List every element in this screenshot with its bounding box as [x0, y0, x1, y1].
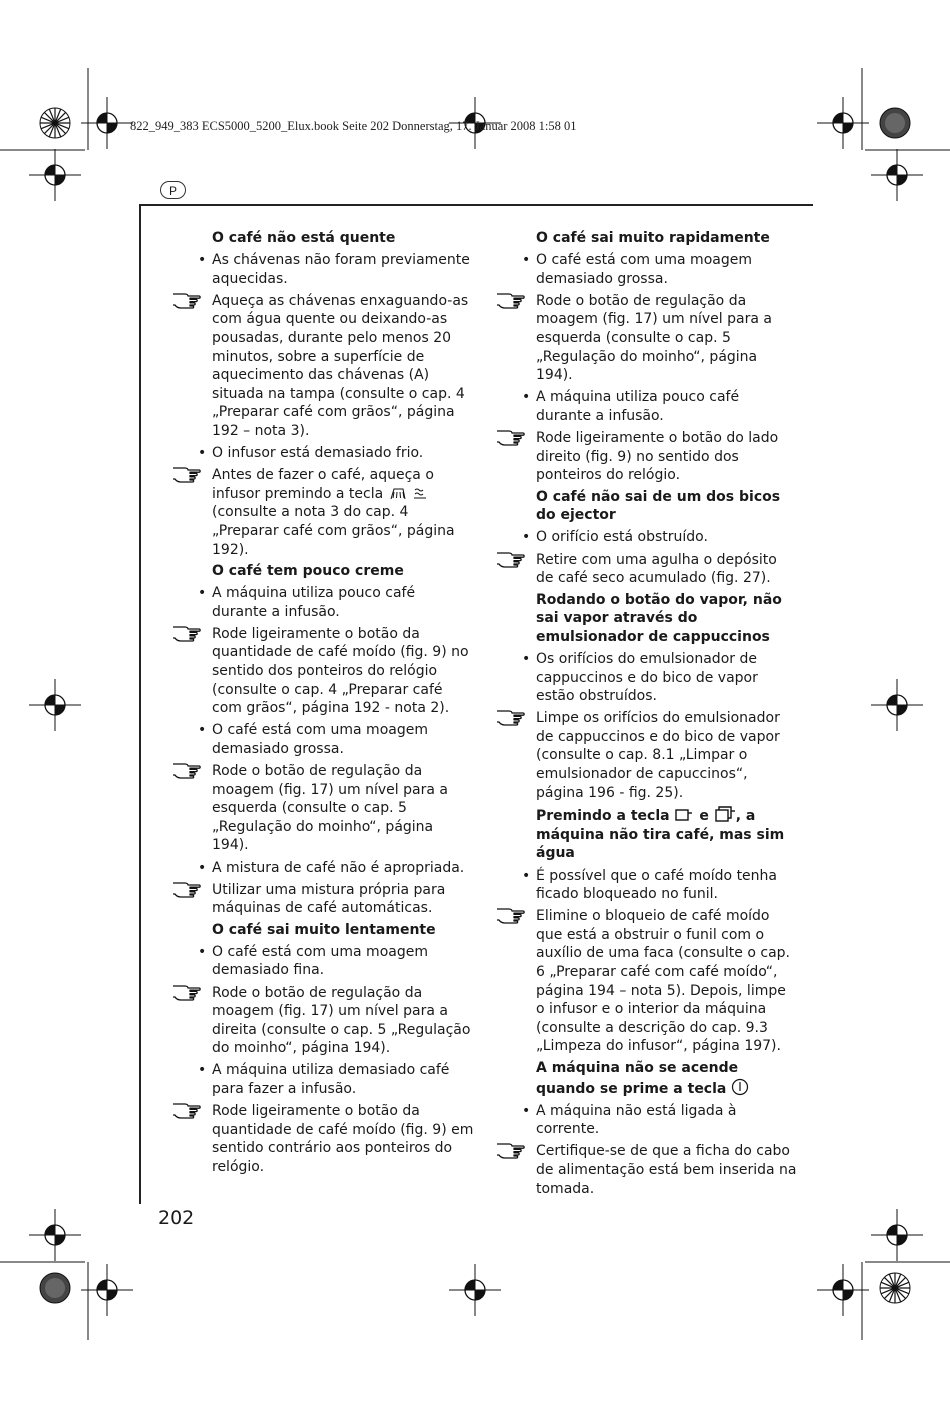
pointing-hand-icon [172, 983, 202, 1001]
pointing-hand-icon [496, 708, 526, 726]
pointing-hand-icon [496, 906, 526, 924]
remedy-item: Limpe os orifícios do emulsionador de cappuccinos e do bico de vapor (consulte o cap. 8.1 „Limpar o emulsionador de capuccinos“, página 196 - fig. 25). [536, 709, 798, 802]
remedy-item: Aqueça as chávenas enxaguando-as com água quente ou deixando-as pousadas, durante pelo menos 20 minutos, sobre a superfície de aquecimento das chávenas (A) situada na tampa (consulte o cap. 4 „Preparar café com grãos“, página 192 – nota 3). [212, 292, 474, 441]
pointing-hand-icon [496, 291, 526, 309]
remedy-item: Certifique-se de que a ficha do cabo de alimentação está bem inserida na tomada. [536, 1142, 798, 1198]
pointing-hand-icon [172, 624, 202, 642]
cause-item: • O infusor está demasiado frio. [212, 444, 474, 463]
remedy-item: Retire com uma agulha o depósito de café seco acumulado (fig. 27). [536, 551, 798, 588]
remedy-item: Rode o botão de regulação da moagem (fig. 17) um nível para a direita (consulte o cap. 5 „Regulação do moinho“, página 194). [212, 984, 474, 1058]
page-number: 202 [158, 1207, 195, 1229]
remedy-item: Rode ligeiramente o botão da quantidade de café moído (fig. 9) em sentido contrário aos ponteiros do relógio. [212, 1102, 474, 1176]
power-button-icon [731, 1078, 749, 1096]
cause-item: • Os orifícios do emulsionador de cappuccinos e do bico de vapor estão obstruídos. [536, 650, 798, 706]
prewarm-infuser-icon [388, 486, 408, 501]
pointing-hand-icon [172, 465, 202, 483]
left-rule [139, 204, 141, 1204]
cause-item: • O café está com uma moagem demasiado grossa. [536, 251, 798, 288]
pointing-hand-icon [496, 428, 526, 446]
pointing-hand-icon [172, 761, 202, 779]
file-info-header: 822_949_383 ECS5000_5200_Elux.book Seite 202 Donnerstag, 17. Januar 2008 1:58 01 [130, 119, 577, 133]
double-cup-icon [714, 805, 736, 823]
section-heading: A máquina não se acende quando se prime a tecla [536, 1059, 798, 1098]
section-heading: O café tem pouco creme [212, 563, 404, 580]
cause-item: • É possível que o café moído tenha ficado bloqueado no funil. [536, 867, 798, 904]
remedy-item: Antes de fazer o café, aqueça o infusor premindo a tecla (consulte a nota 3 do cap. 4 „Preparar café com grãos“, página 192). [212, 466, 474, 559]
cause-item: • A máquina utiliza pouco café durante a infusão. [212, 584, 474, 621]
single-cup-icon [674, 807, 694, 823]
pointing-hand-icon [496, 1141, 526, 1159]
cause-item: • A mistura de café não é apropriada. [212, 859, 474, 878]
cause-item: • O orifício está obstruído. [536, 528, 798, 547]
section-heading: O café sai muito rapidamente [536, 230, 770, 246]
cause-item: • A máquina não está ligada à corrente. [536, 1102, 798, 1139]
remedy-item: Rode o botão de regulação da moagem (fig. 17) um nível para a esquerda (consulte o cap. 5 „Regulação do moinho“, página 194). [212, 762, 474, 855]
section-heading: O café não está quente [212, 230, 396, 246]
cause-item: • O café está com uma moagem demasiado grossa. [212, 721, 474, 758]
cause-item: • A máquina utiliza demasiado café para fazer a infusão. [212, 1061, 474, 1098]
pointing-hand-icon [172, 880, 202, 898]
remedy-item: Elimine o bloqueio de café moído que está a obstruir o funil com o auxílio de uma faca (consulte o cap. 6 „Preparar café com café moído“, página 194 – nota 5). Depois, limpe o infusor e o interior da máquina (consulte a descrição do cap. 9.3 „Limpeza do infusor“, página 197). [536, 907, 798, 1056]
cause-item: • A máquina utiliza pouco café durante a infusão. [536, 388, 798, 425]
cause-item: • As chávenas não foram previamente aquecidas. [212, 251, 474, 288]
section-heading: Rodando o botão do vapor, não sai vapor através do emulsionador de cappuccinos [536, 591, 782, 645]
pointing-hand-icon [496, 550, 526, 568]
remedy-item: Rode o botão de regulação da moagem (fig. 17) um nível para a esquerda (consulte o cap. 5 „Regulação do moinho“, página 194). [536, 292, 798, 385]
pointing-hand-icon [172, 291, 202, 309]
section-heading: O café não sai de um dos bicos do ejector [536, 488, 781, 524]
remedy-item: Rode ligeiramente o botão da quantidade de café moído (fig. 9) no sentido dos ponteiros do relógio (consulte o cap. 4 „Preparar café com grãos“, página 192 - nota 2). [212, 625, 474, 718]
section-heading: Premindo a tecla e , a máquina não tira café, mas sim água [536, 805, 798, 863]
remedy-item: Rode ligeiramente o botão do lado direito (fig. 9) no sentido dos ponteiros do relógio. [536, 429, 798, 485]
cause-item: • O café está com uma moagem demasiado fina. [212, 943, 474, 980]
language-badge: P [160, 181, 186, 199]
pointing-hand-icon [172, 1101, 202, 1119]
column-left [212, 226, 474, 1177]
remedy-item: Utilizar uma mistura própria para máquinas de café automáticas. [212, 881, 474, 918]
top-rule [139, 204, 813, 206]
steam-icon [412, 486, 428, 501]
column-right [536, 226, 798, 1198]
section-heading: O café sai muito lentamente [212, 921, 436, 938]
